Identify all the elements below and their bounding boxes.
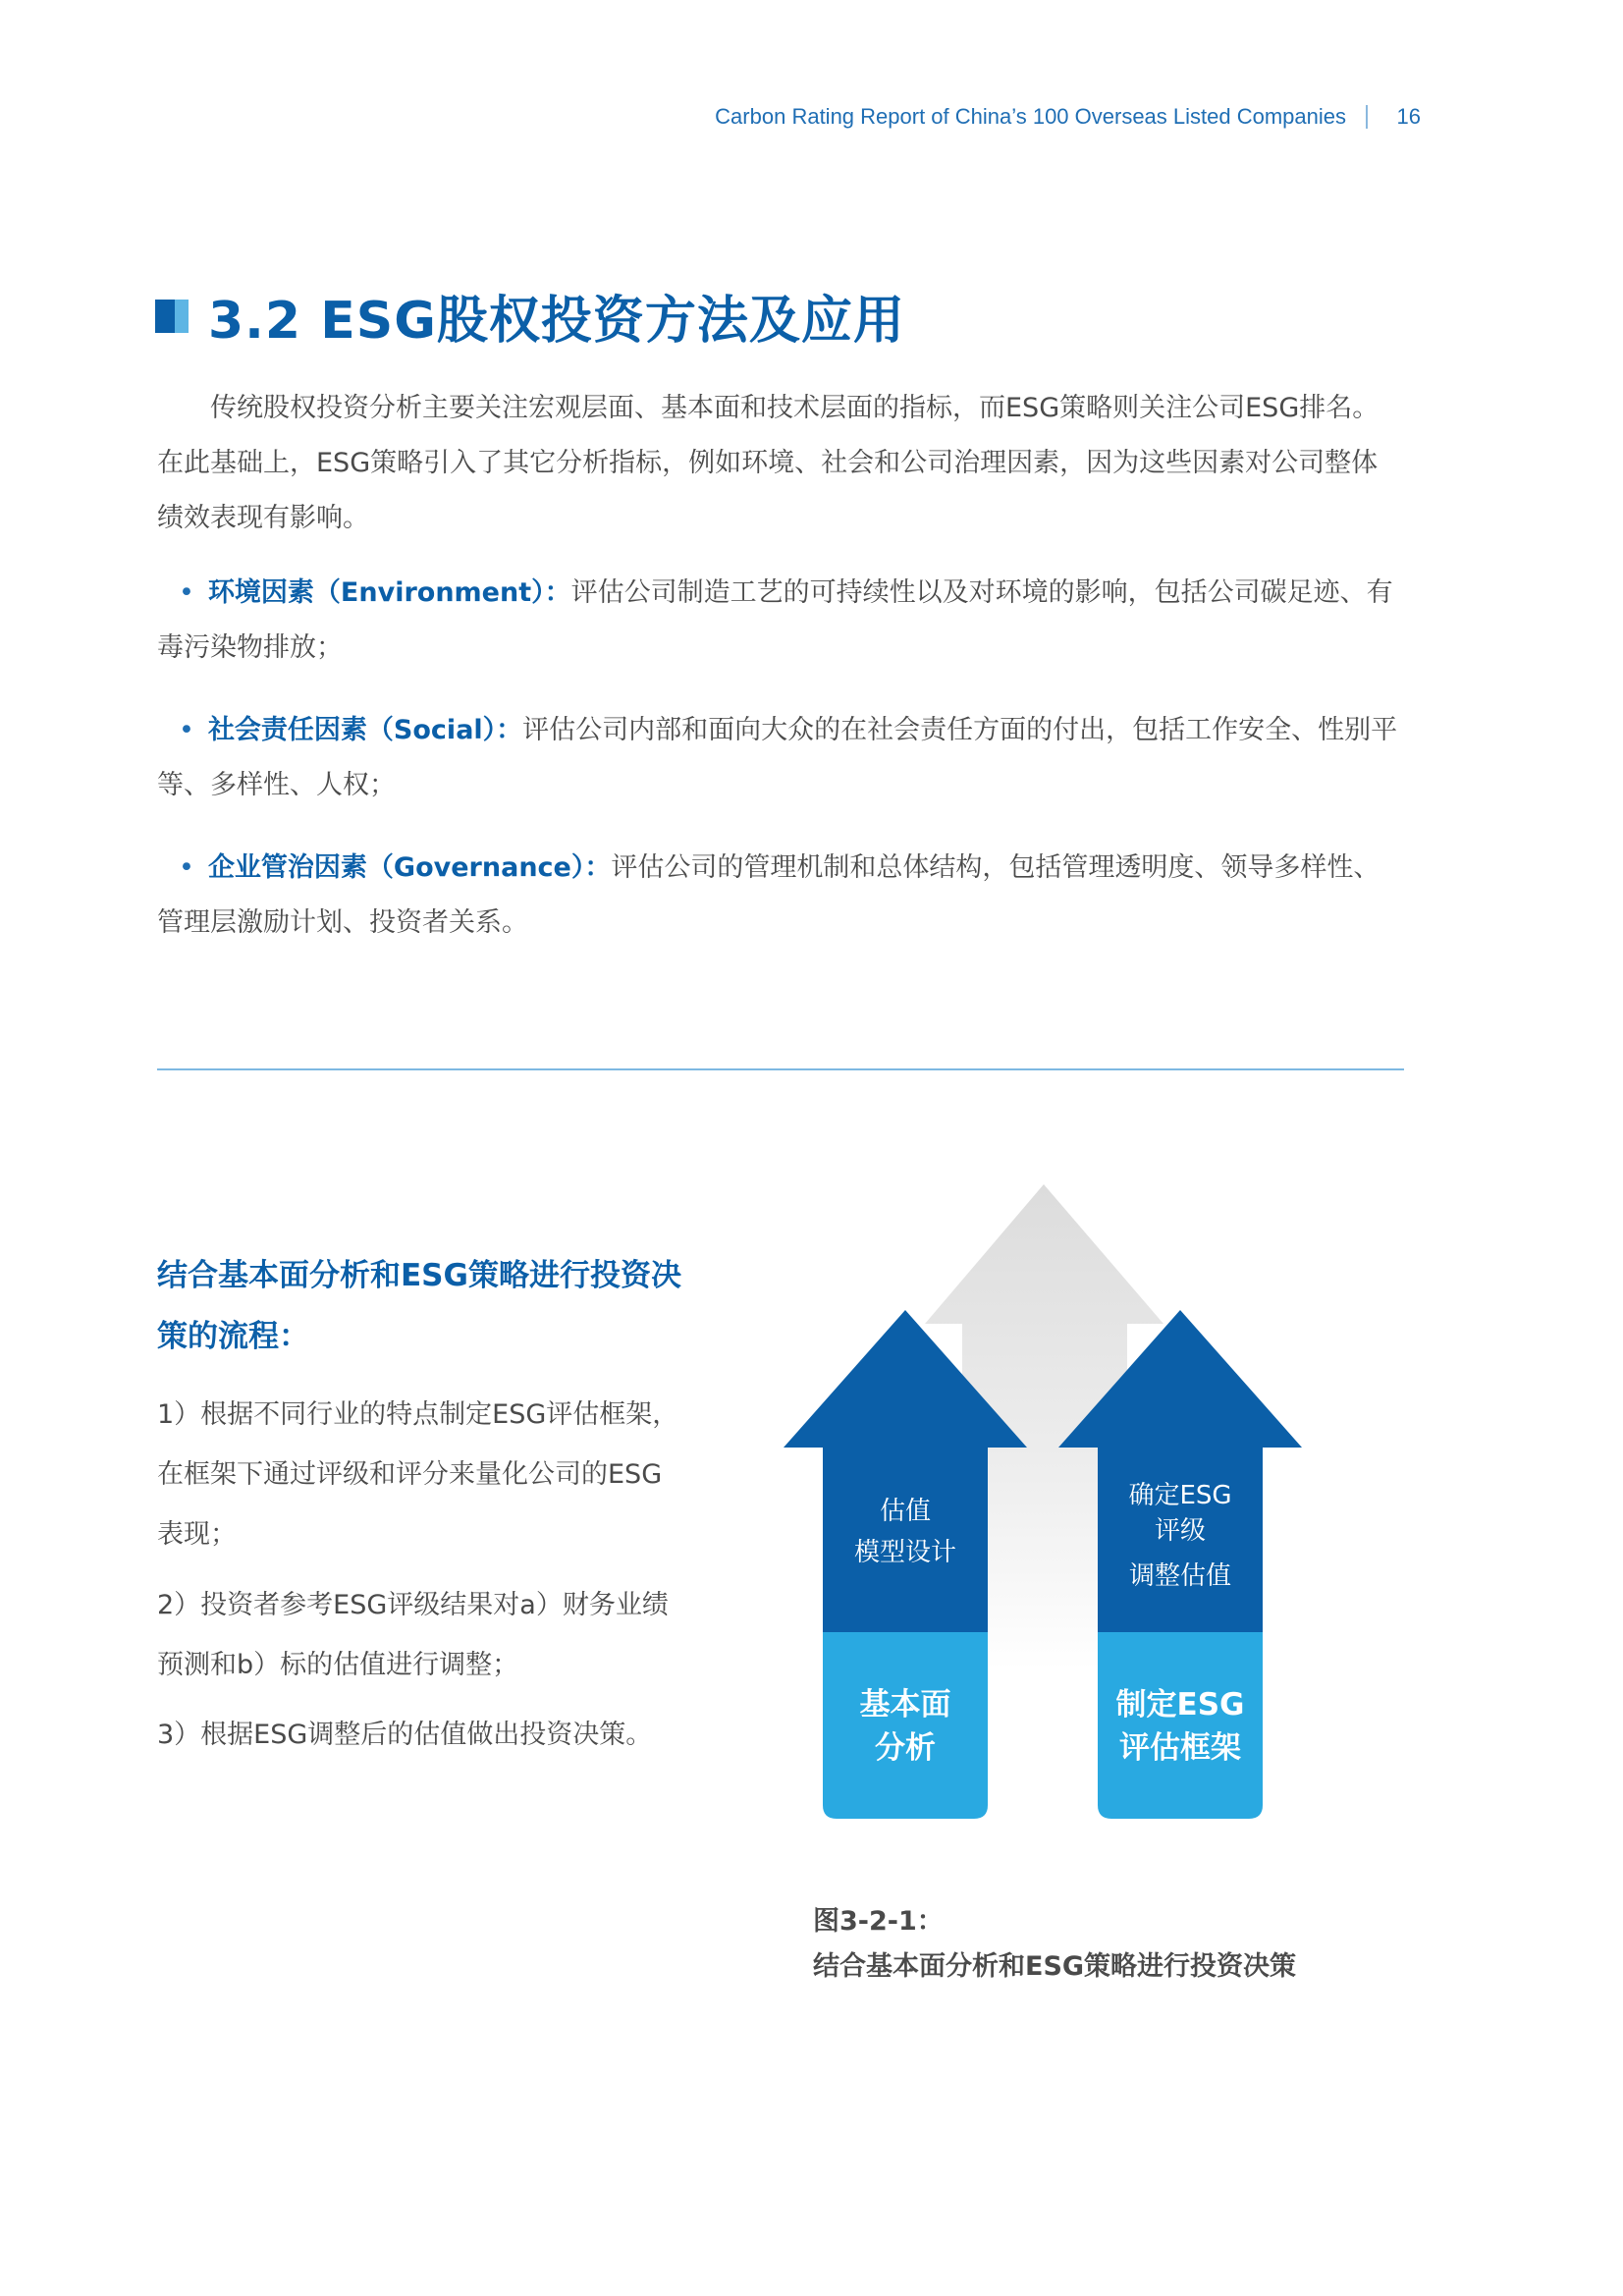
figure-caption-number: 图3-2-1： [813,1906,944,1937]
figure-caption [813,1899,1296,1990]
bullet-text: 评估公司的管理机制和总体结构，包括管理透明度、领导多样性、管理层激励计划、投资者关系。 [157,852,1380,938]
bullet-heading: 社会责任因素（Social）： [207,715,523,745]
left-arrow-top-line1: 估值 [879,1497,931,1526]
bullet-heading: 企业管治因素（Governance）： [207,852,612,883]
right-arrow-top-label [1098,1478,1263,1594]
page-number: 16 [1396,104,1421,129]
left-arrow-bottom-line1: 基本面 [859,1687,951,1722]
right-arrow-top-line2: 评级 [1154,1516,1206,1546]
flow-step-2: 2）投资者参考ESG评级结果对a）财务业绩预测和b）标的估值进行调整； [157,1590,669,1680]
intro-paragraph: 传统股权投资分析主要关注宏观层面、基本面和技术层面的指标，而ESG策略则关注公司ESG排名。在此基础上，ESG策略引入了其它分析指标，例如环境、社会和公司治理因素，因为这些因素对公司整体绩效表现有影响。 [157,393,1380,533]
bullet-dot-icon: • [179,852,194,883]
figure-caption-title: 结合基本面分析和ESG策略进行投资决策 [813,1951,1297,1982]
bullet-text: 评估公司制造工艺的可持续性以及对环境的影响，包括公司碳足迹、有毒污染物排放； [157,577,1393,663]
left-arrow-bottom-label [823,1683,988,1770]
right-arrow-bottom-line1: 制定ESG [1115,1687,1245,1722]
left-arrow-bottom-line2: 分析 [875,1730,936,1766]
right-arrow-top-line3: 调整估值 [1128,1561,1231,1591]
left-arrow-top-line2: 模型设计 [853,1538,956,1567]
bullet-heading: 环境因素（Environment）： [207,577,571,608]
bullet-dot-icon: • [179,715,194,745]
left-arrow-top-label [823,1491,988,1573]
bullet-dot-icon: • [179,577,194,608]
right-arrow-bottom-label [1098,1683,1263,1770]
report-title: Carbon Rating Report of China’s 100 Overseas Listed Companies [715,104,1347,129]
flow-step-1: 1）根据不同行业的特点制定ESG评估框架，在框架下通过评级和评分来量化公司的ESG表现； [157,1399,679,1550]
section-title: 3.2 ESG股权投资方法及应用 [208,292,905,351]
bullet-text: 评估公司内部和面向大众的在社会责任方面的付出，包括工作安全、性别平等、多样性、人权； [157,715,1398,800]
right-arrow-bottom-line2: 评估框架 [1119,1730,1241,1766]
right-arrow-top-line1: 确定ESG [1128,1481,1232,1510]
flow-title: 结合基本面分析和ESG策略进行投资决策的流程： [157,1258,681,1354]
flow-step-3: 3）根据ESG调整后的估值做出投资决策。 [157,1720,653,1750]
